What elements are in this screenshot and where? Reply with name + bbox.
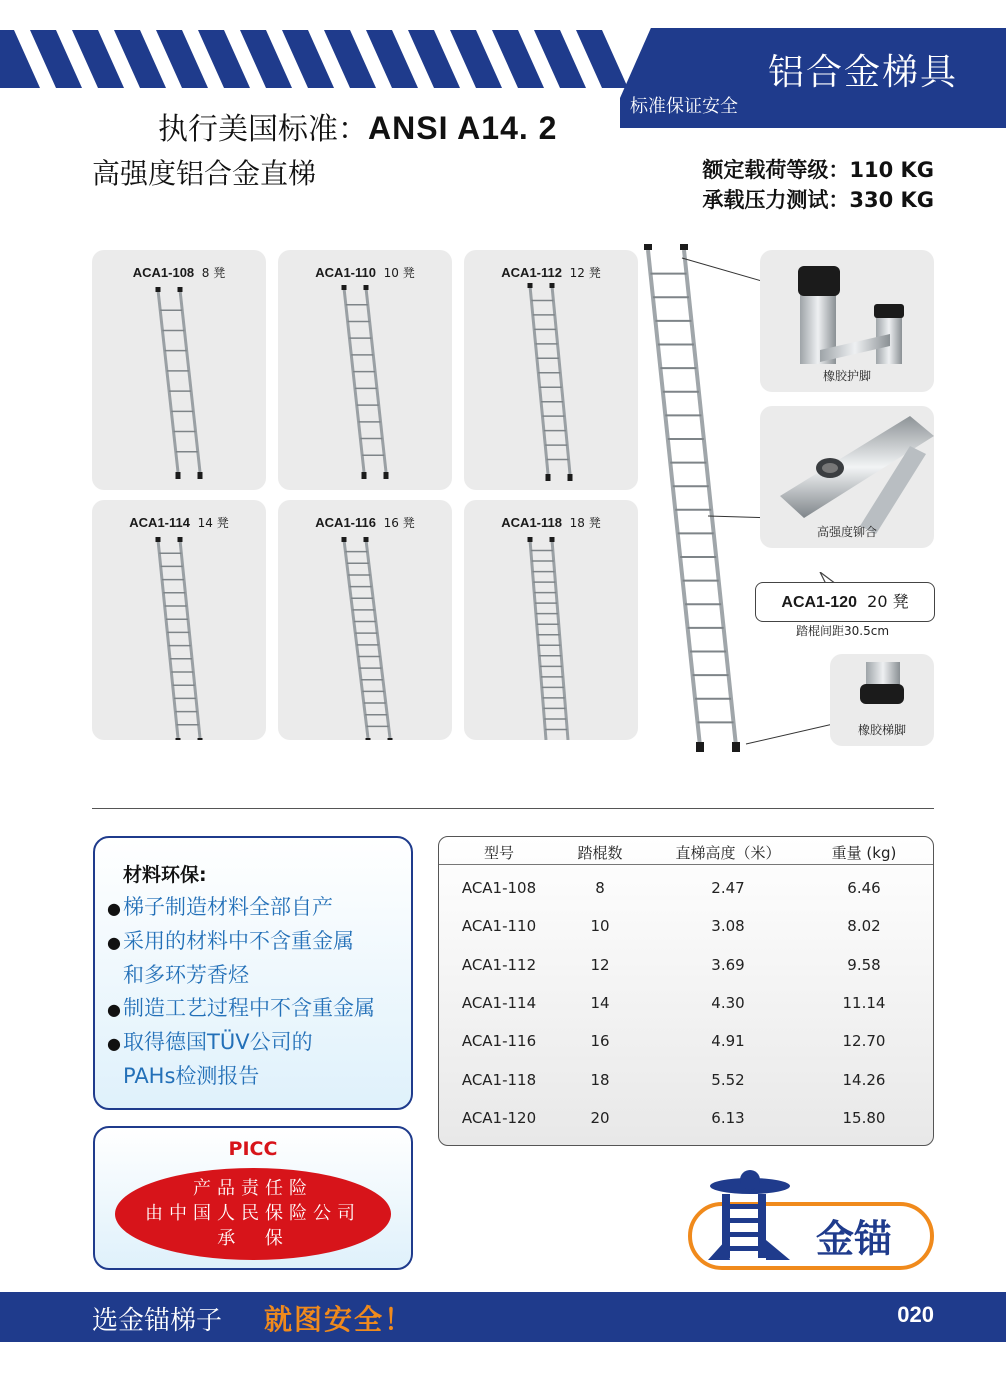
table-cell: 3.69 <box>711 955 745 974</box>
table-cell: 12 <box>590 955 610 974</box>
detail-card-rubber-cap <box>760 250 934 392</box>
bullet-dot: ● <box>107 933 121 952</box>
table-cell-model: ACA1-118 <box>461 1070 537 1089</box>
detail-caption: 高强度铆合 <box>816 525 877 539</box>
footer-slogan: 就图安全！ <box>264 1303 415 1336</box>
eco-line: ●梯子制造材料全部自产 <box>107 891 411 925</box>
table-cell: 11.14 <box>842 993 886 1012</box>
spec-table <box>438 836 934 1146</box>
picc-line: 承 保 <box>217 1228 289 1249</box>
table-cell: 6.13 <box>711 1108 745 1127</box>
card-model: ACA1-110 10 凳 <box>315 265 415 280</box>
eco-line: ●采用的材料中不含重金属 <box>107 925 411 959</box>
logo-text: 金锚 <box>815 1217 893 1261</box>
col-header: 重量 (kg) <box>831 844 897 862</box>
picc-oval <box>115 1168 391 1260</box>
picc-insurance-box <box>93 1126 413 1270</box>
featured-model-callout: ACA1-120 20 凳 <box>755 582 935 622</box>
table-cell: 10 <box>590 917 610 936</box>
eco-materials-box <box>93 836 413 1110</box>
brand-title: 铝合金梯具 <box>767 52 958 93</box>
page-number: 020 <box>897 1302 934 1327</box>
detail-card-rubber-foot <box>830 654 934 746</box>
table-cell: 18 <box>590 1070 610 1089</box>
table-cell: 9.58 <box>847 955 881 974</box>
table-cell: 14 <box>590 993 610 1012</box>
table-cell-model: ACA1-110 <box>461 917 537 936</box>
eco-line: 和多环芳香烃 <box>123 963 249 987</box>
table-cell: 8.02 <box>847 917 881 936</box>
table-cell: 4.91 <box>711 1032 745 1051</box>
spec-load-rating: 额定载荷等级：110 KG <box>702 158 934 182</box>
eco-line: PAHs检测报告 <box>123 1064 260 1088</box>
table-cell: 20 <box>590 1108 610 1127</box>
bullet-dot: ● <box>107 899 121 918</box>
table-cell: 5.52 <box>711 1070 745 1089</box>
picc-line: 产品责任险 <box>193 1178 313 1199</box>
col-header: 踏棍数 <box>577 844 623 862</box>
table-header <box>439 837 933 865</box>
col-header: 直梯高度（米） <box>675 844 781 862</box>
table-cell: 6.46 <box>847 879 881 897</box>
table-cell: 3.08 <box>711 917 745 936</box>
table-cell: 2.47 <box>711 879 745 897</box>
table-cell: 12.70 <box>842 1032 886 1051</box>
card-model: ACA1-112 12 凳 <box>501 265 601 280</box>
product-title: 高强度铝合金直梯 <box>92 157 317 190</box>
standard-code: ANSI A14. 2 <box>368 110 558 146</box>
standard-label: 执行美国标准： <box>158 112 368 147</box>
table-cell: 15.80 <box>842 1108 886 1127</box>
eco-line: ●制造工艺过程中不含重金属 <box>107 992 411 1026</box>
eco-line: ●取得德国TÜV公司的 <box>107 1026 411 1060</box>
table-cell: 4.30 <box>711 993 745 1012</box>
detail-card-rivet <box>760 406 934 548</box>
table-cell-model: ACA1-108 <box>461 879 537 897</box>
bullet-dot: ● <box>107 1000 121 1019</box>
card-model: ACA1-116 16 凳 <box>315 515 415 530</box>
jinmao-logo <box>686 1170 936 1274</box>
table-cell-model: ACA1-116 <box>461 1032 537 1051</box>
table-cell-model: ACA1-120 <box>461 1108 537 1127</box>
table-cell: 14.26 <box>842 1070 886 1089</box>
spec-pressure-test: 承载压力测试：330 KG <box>702 188 934 212</box>
detail-caption: 橡胶护脚 <box>822 369 871 383</box>
picc-line: 由中国人民保险公司 <box>145 1203 361 1224</box>
card-model: ACA1-114 14 凳 <box>129 515 229 530</box>
table-cell-model: ACA1-114 <box>461 993 537 1012</box>
brand-subtitle: 标准保证安全 <box>630 96 738 117</box>
section-divider <box>92 808 934 809</box>
bullet-dot: ● <box>107 1034 121 1053</box>
card-model: ACA1-118 18 凳 <box>501 515 601 530</box>
table-cell: 8 <box>595 879 605 897</box>
detail-caption: 橡胶梯脚 <box>857 723 906 737</box>
col-header: 型号 <box>483 844 514 862</box>
table-cell: 16 <box>590 1032 610 1051</box>
footer-tagline: 选金锚梯子 <box>92 1306 223 1336</box>
picc-title: PICC <box>228 1138 278 1160</box>
card-model: ACA1-108 8 凳 <box>132 265 226 280</box>
table-cell-model: ACA1-112 <box>461 955 537 974</box>
footer-bar <box>0 1292 1006 1342</box>
eco-title: 材料环保: <box>123 864 207 886</box>
rung-spacing-note: 踏棍间距30.5cm <box>796 624 890 638</box>
